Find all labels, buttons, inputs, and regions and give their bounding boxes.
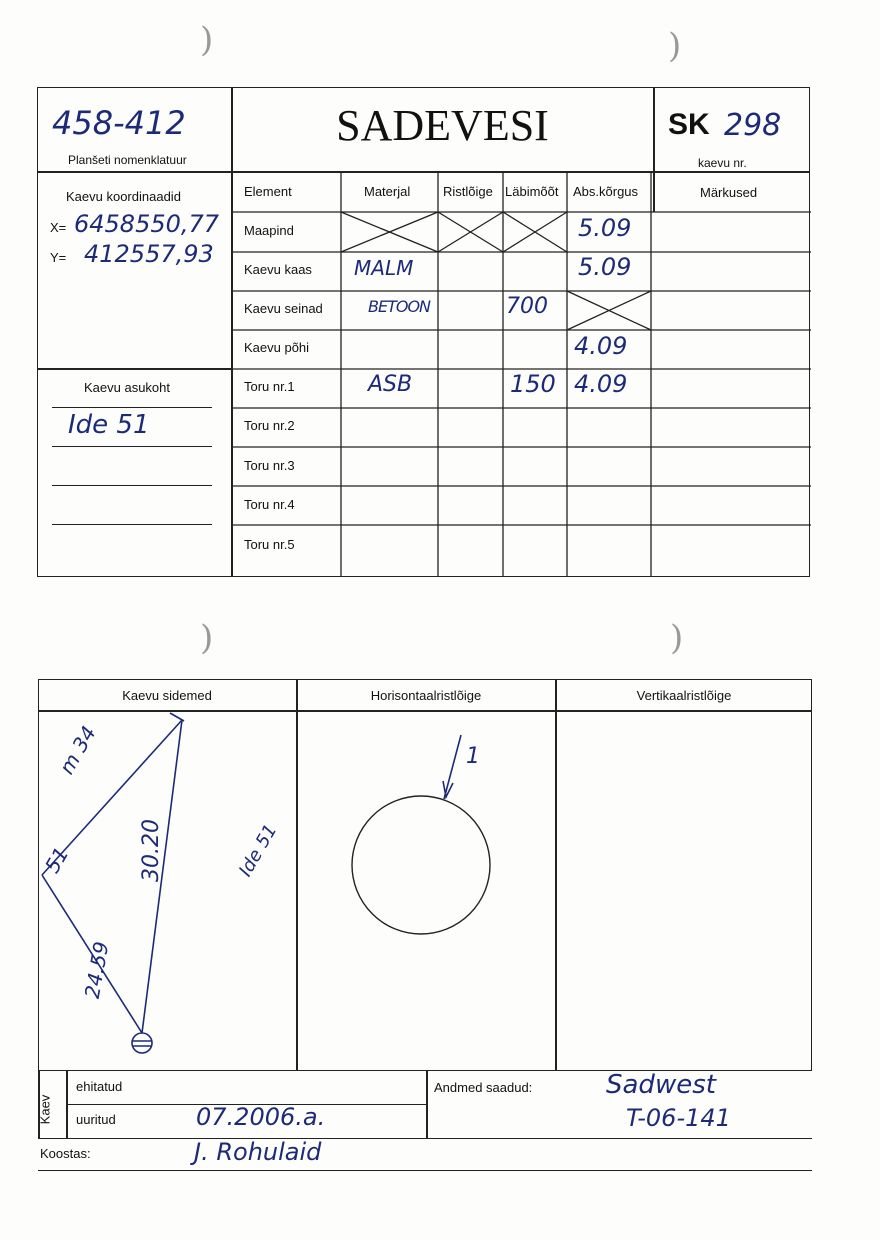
location-value: Ide 51: [68, 410, 150, 440]
cell-elevation: 4.09: [574, 370, 628, 398]
well-number-prefix: SK: [668, 108, 710, 141]
well-number-value: 298: [724, 108, 782, 143]
horizontal-section-drawing: [297, 711, 555, 1071]
col-header-notes: Märkused: [700, 185, 758, 200]
col-header-elevation: Abs.kõrgus: [573, 184, 639, 199]
cell-material: MALM: [354, 256, 414, 280]
row-element: Kaevu põhi: [244, 340, 310, 355]
punch-hole: ): [200, 20, 214, 60]
dim-top: m 34: [54, 721, 101, 779]
y-label: Y=: [50, 250, 67, 265]
cell-diameter: 150: [510, 370, 556, 398]
compiled-label: Koostas:: [40, 1146, 91, 1161]
cell-material: BETOON: [368, 297, 431, 316]
cell-elevation: 5.09: [578, 214, 632, 242]
location-label: Kaevu asukoht: [84, 380, 171, 395]
coordinates-label: Kaevu koordinaadid: [66, 189, 181, 204]
sketch-header-links: Kaevu sidemed: [122, 688, 212, 703]
cell-elevation: 5.09: [578, 253, 632, 281]
street-label: Ide 51: [235, 820, 282, 881]
cell-elevation: 4.09: [574, 332, 628, 360]
punch-hole: ): [670, 618, 684, 658]
well-group-label: Kaev: [37, 1094, 53, 1125]
punch-hole: ): [668, 26, 682, 66]
row-element: Kaevu seinad: [244, 301, 323, 316]
col-header-diameter: Läbimõõt: [505, 184, 559, 199]
col-header-section: Ristlõige: [443, 184, 493, 199]
built-label: ehitatud: [76, 1079, 123, 1094]
sheet-number-value: 458-412: [52, 104, 186, 142]
sheet-number-label: Planšeti nomenklatuur: [68, 153, 187, 167]
col-header-element: Element: [244, 184, 292, 199]
cell-material: ASB: [368, 372, 413, 397]
data-source-company: Sadwest: [606, 1070, 716, 1100]
surveyed-label: uuritud: [76, 1112, 116, 1127]
dim-side: 51: [39, 842, 74, 878]
row-element: Maapind: [244, 223, 294, 238]
y-coordinate-value: 412557,93: [84, 240, 214, 268]
x-coordinate-value: 6458550,77: [74, 210, 220, 238]
cell-diameter: 700: [506, 294, 548, 319]
data-source-number: T-06-141: [626, 1104, 731, 1132]
row-element: Kaevu kaas: [244, 262, 312, 277]
sketch-header-horizontal: Horisontaalristlõige: [370, 688, 482, 703]
row-element: Toru nr.3: [244, 458, 295, 473]
well-number-label: kaevu nr.: [698, 156, 747, 170]
punch-hole: ): [200, 618, 214, 658]
sketch-header-vertical: Vertikaalristlõige: [636, 688, 732, 703]
surveyed-date: 07.2006.a.: [196, 1103, 326, 1131]
x-label: X=: [50, 220, 67, 235]
dim-lower: 24.59: [79, 939, 114, 1001]
compiled-by-name: J. Rohulaid: [194, 1138, 322, 1166]
data-source-label: Andmed saadud:: [434, 1080, 533, 1095]
row-element: Toru nr.2: [244, 418, 295, 433]
row-element: Toru nr.4: [244, 497, 295, 512]
pipe-number-label: 1: [466, 744, 480, 769]
dim-long: 30.20: [138, 819, 164, 882]
col-header-material: Materjal: [364, 184, 411, 199]
page-title: SADEVESI: [336, 101, 549, 150]
row-element: Toru nr.5: [244, 537, 295, 552]
row-element: Toru nr.1: [244, 379, 295, 394]
